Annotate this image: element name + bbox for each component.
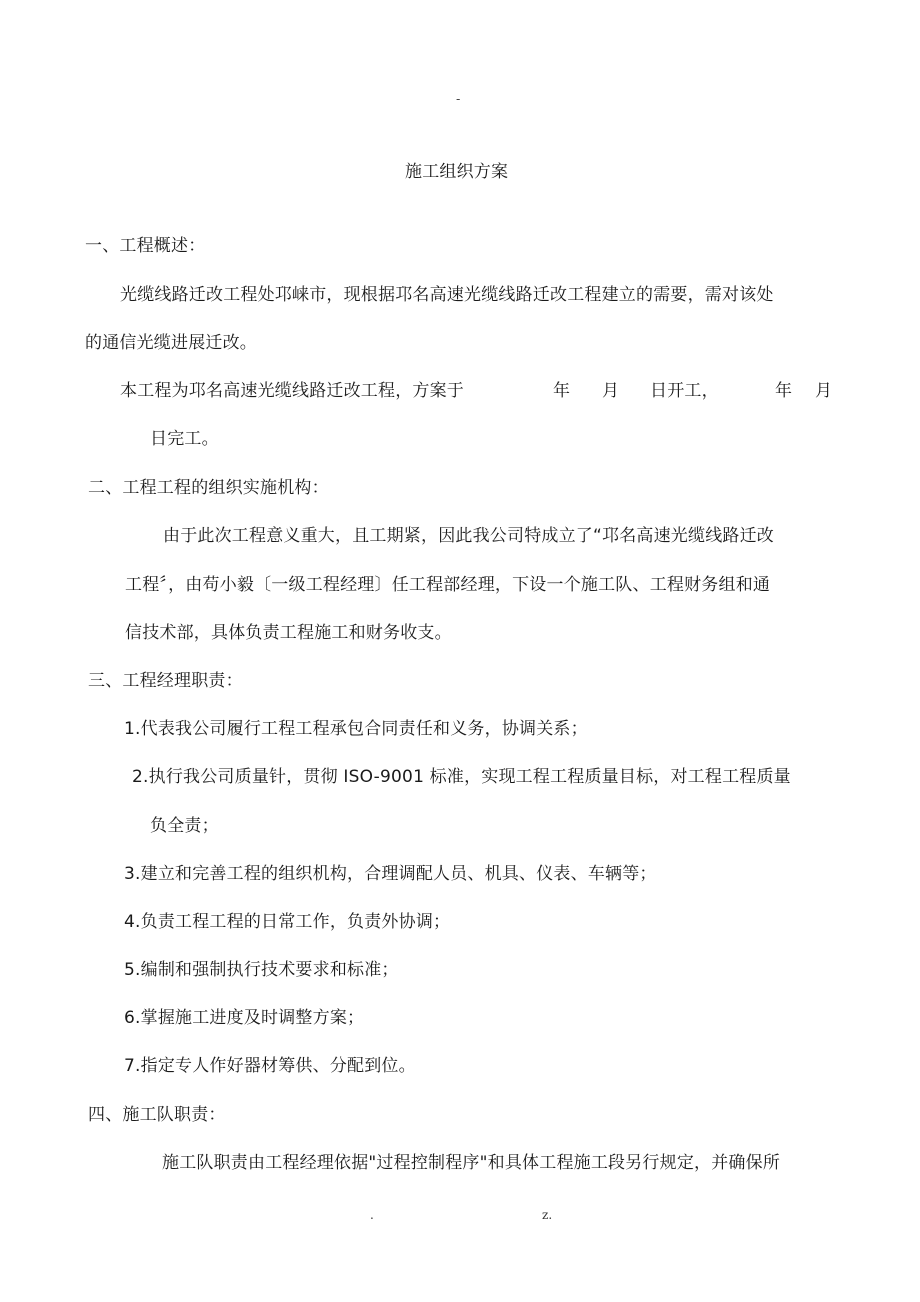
section-1-heading: 一、工程概述： [85, 236, 206, 256]
section-2-paragraph-line-2: 工程〞，由苟小毅〔一级工程经理〕任工程部经理，下设一个施工队、工程财务组和通 [125, 575, 771, 595]
section-1-paragraph-2-line-2: 日完工。 [150, 429, 219, 449]
header-mark: - [456, 92, 461, 106]
section-3-heading: 三、工程经理职责： [88, 671, 243, 691]
duty-item-3: 3.建立和完善工程的组织机构，合理调配人员、机具、仪表、车辆等； [124, 864, 657, 884]
date-day-start: 日开工， [650, 381, 719, 401]
section-2-paragraph-line-1: 由于此次工程意义重大，且工期紧，因此我公司特成立了“邛名高速光缆线路迁改 [163, 526, 775, 546]
section-4-heading: 四、施工队职责： [88, 1105, 226, 1125]
section-2-paragraph-line-3: 信技术部，具体负责工程施工和财务收支。 [125, 623, 452, 643]
footer-left-mark: . [370, 1208, 374, 1222]
date-year-start: 年 [553, 381, 571, 401]
duty-item-2-line-2: 负全责； [150, 816, 219, 836]
section-1-paragraph-1-line-2: 的通信光缆进展迁改。 [85, 333, 257, 353]
duty-item-6: 6.掌握施工进度及时调整方案； [124, 1008, 365, 1028]
text-run: 光缆线路迁改工程处邛崃市，现根据邛名高速光缆线路迁改工程建立的需要，需对该处 [120, 285, 774, 305]
date-month-end: 月 [815, 381, 833, 401]
duty-item-7: 7.指定专人作好器材筹供、分配到位。 [124, 1056, 416, 1076]
date-year-end: 年 [775, 381, 793, 401]
section-1-paragraph-1-line-1 [120, 283, 832, 307]
section-2-heading: 二、工程工程的组织实施机构： [88, 478, 329, 498]
duty-item-1: 1.代表我公司履行工程工程承包合同责任和义务，协调关系； [124, 719, 588, 739]
duty-item-4: 4.负责工程工程的日常工作，负责外协调； [124, 912, 451, 932]
duty-item-5: 5.编制和强制执行技术要求和标准； [124, 960, 399, 980]
date-month-start: 月 [602, 381, 620, 401]
section-1-paragraph-2-line-1 [120, 379, 464, 403]
text-run: 本工程为邛名高速光缆线路迁改工程，方案于 [120, 381, 464, 401]
duty-item-2-line-1: 2.执行我公司质量针，贯彻 ISO-9001 标准，实现工程工程质量目标，对工程工程质量 [132, 767, 791, 787]
section-4-paragraph-line-1: 施工队职责由工程经理依据"过程控制程序"和具体工程施工段另行规定，并确保所 [162, 1153, 781, 1173]
footer-right-mark: z. [542, 1208, 553, 1222]
document-title: 施工组织方案 [405, 162, 509, 182]
